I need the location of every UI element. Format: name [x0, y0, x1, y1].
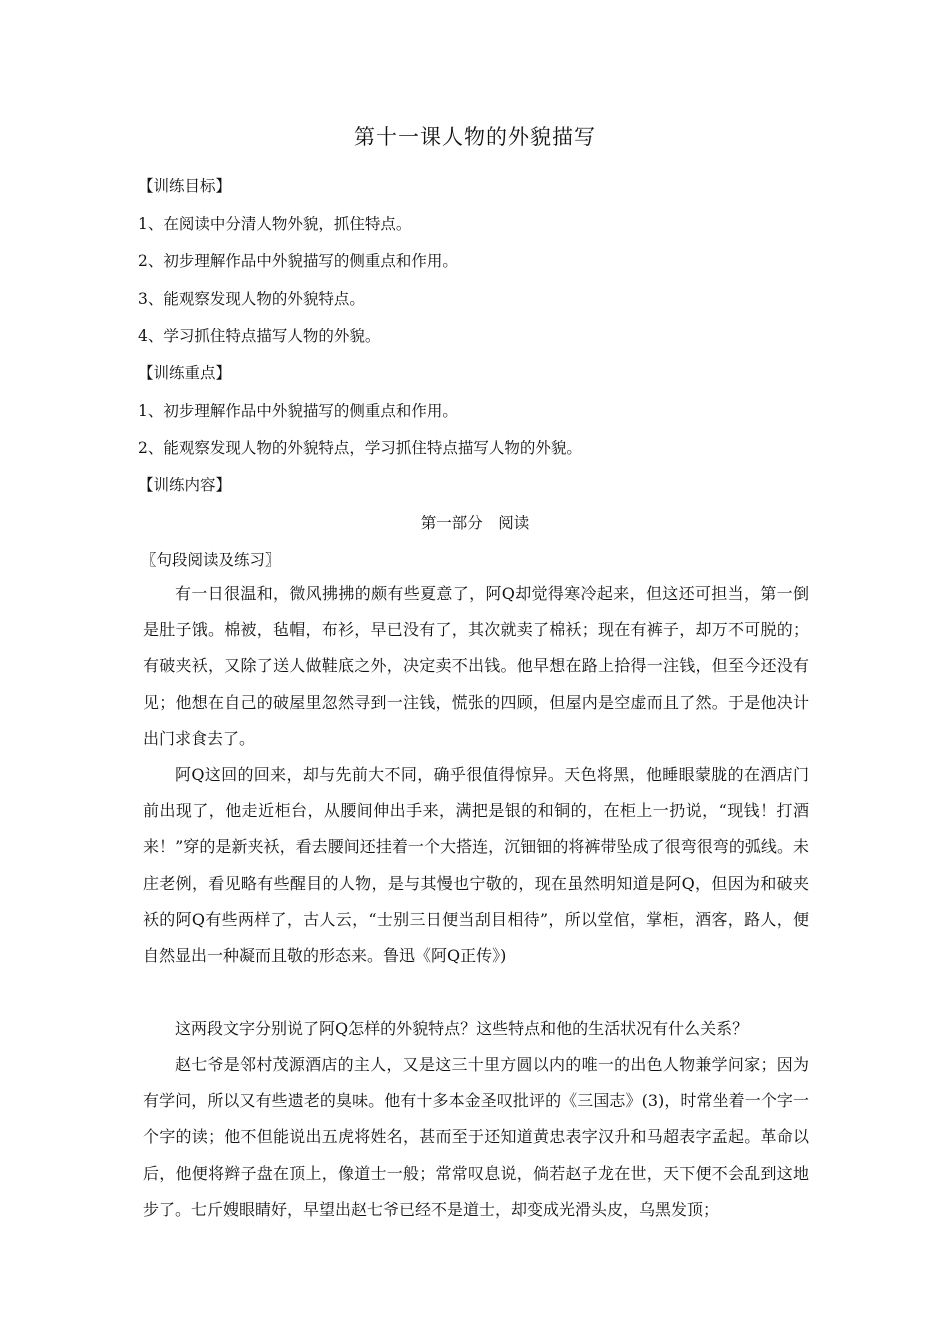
- question-paragraph: 这两段文字分别说了阿Q怎样的外貌特点？这些特点和他的生活状况有什么关系？: [175, 1019, 749, 1038]
- focus-item: 1、初步理解作品中外貌描写的侧重点和作用。: [138, 402, 458, 420]
- lesson-title: 第十一课人物的外貌描写: [354, 125, 596, 149]
- goal-item: 2、初步理解作品中外貌描写的侧重点和作用。: [138, 252, 458, 270]
- reading-paragraph: 阿Q这回的回来，却与先前大不同，确乎很值得惊异。天色将黑，他睡眼蒙胧的在酒店门前出现了，他走近柜台，从腰间伸出手来，满把是银的和铜的，在柜上一扔说，“现钱！打酒来！”穿的是新夹袄，看去腰间还挂着一个大搭连，沉钿钿的将裤带坠成了很弯很弯的弧线。未庄老例，看见略有些醒目的人物，是与其慢也宁敬的，现在虽然明知道是阿Q，但因为和破夹袄的阿Q有些两样了，古人云，“士别三日便当刮目相待”，所以堂倌，掌柜，酒客，路人，便自然显出一种凝而且敬的形态来。鲁迅《阿Q正传》): [143, 765, 809, 966]
- content-header: 【训练内容】: [138, 476, 232, 494]
- practice-header: 〖句段阅读及练习〗: [141, 551, 281, 569]
- reading-paragraph: 有一日很温和，微风拂拂的颇有些夏意了，阿Q却觉得寒冷起来，但这还可担当，第一倒是肚子饿。棉被，毡帽，布衫，早已没有了，其次就卖了棉袄；现在有裤子，却万不可脱的；有破夹袄，又除了送人做鞋底之外，决定卖不出钱。他早想在路上拾得一注钱，但至今还没有见；他想在自己的破屋里忽然寻到一注钱，慌张的四顾，但屋内是空虚而且了然。于是他决计出门求食去了。: [143, 584, 809, 748]
- focus-header: 【训练重点】: [138, 364, 232, 382]
- focus-item: 2、能观察发现人物的外貌特点，学习抓住特点描写人物的外貌。: [138, 439, 582, 457]
- goal-item: 3、能观察发现人物的外貌特点。: [138, 290, 365, 308]
- goals-header: 【训练目标】: [138, 177, 232, 195]
- part-title: 第一部分 阅读: [420, 514, 530, 532]
- reading-paragraph: 赵七爷是邻村茂源酒店的主人，又是这三十里方圆以内的唯一的出色人物兼学问家；因为有学问，所以又有些遗老的臭味。他有十多本金圣叹批评的《三国志》(3)，时常坐着一个字一个字的读；他不但能说出五虎将姓名，甚而至于还知道黄忠表字汉升和马超表字孟起。革命以后，他便将辫子盘在顶上，像道士一般；常常叹息说，倘若赵子龙在世，天下便不会乱到这地步了。七斤嫂眼睛好，早望出赵七爷已经不是道士，却变成光滑头皮，乌黑发顶；: [143, 1055, 809, 1219]
- goal-item: 1、在阅读中分清人物外貌，抓住特点。: [138, 215, 412, 233]
- goal-item: 4、学习抓住特点描写人物的外貌。: [138, 327, 381, 345]
